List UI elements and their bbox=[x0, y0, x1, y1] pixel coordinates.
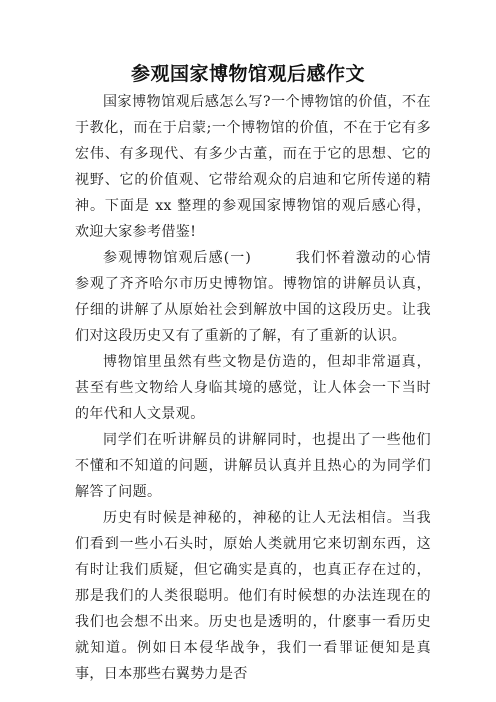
document-body bbox=[75, 89, 431, 687]
intro-paragraph: 国家博物馆观后感怎么写?一个博物馆的价值，不在于教化，而在于启蒙;一个博物馆的价值，不在于它有多宏伟、有多现代、有多少古董，而在于它的思想、它的视野、它的价值观、它带给观众的启迪和它所传递的精神。下面是 xx 整理的参观国家博物馆的观后感心得，欢迎大家参考借鉴! bbox=[75, 94, 431, 240]
body-paragraph-3: 同学们在听讲解员的讲解同时，也提出了一些他们不懂和不知道的问题，讲解员认真并且热心的为同学们解答了问题。 bbox=[75, 432, 431, 500]
document-title: 参观国家博物馆观后感作文 bbox=[130, 63, 365, 85]
section-paragraph-1 bbox=[75, 245, 431, 349]
section-heading: 参观博物馆观后感(一) bbox=[103, 250, 252, 266]
body-paragraph-4: 历史有时候是神秘的，神秘的让人无法相信。当我们看到一些小石头时，原始人类就用它来切割东西，这有时让我们质疑，但它确实是真的，也真正存在过的，那是我们的人类很聪明。他们有时候想的办法连现在的我们也会想不出来。历史也是透明的，什麽事一看历史就知道。例如日本侵华战争，我们一看罪证便知是真事，日本那些右翼势力是否 bbox=[75, 510, 431, 682]
body-paragraph-2: 博物馆里虽然有些文物是仿造的，但却非常逼真，甚至有些文物给人身临其境的感觉，让人体会一下当时的年代和人文景观。 bbox=[75, 354, 431, 422]
section-paragraph-1-text: 我们怀着激动的心情参观了齐齐哈尔市历史博物馆。博物馆的讲解员认真，仔细的讲解了从原始社会到解放中国的这段历史。让我们对这段历史又有了重新的了解，有了重新的认识。 bbox=[75, 250, 431, 344]
